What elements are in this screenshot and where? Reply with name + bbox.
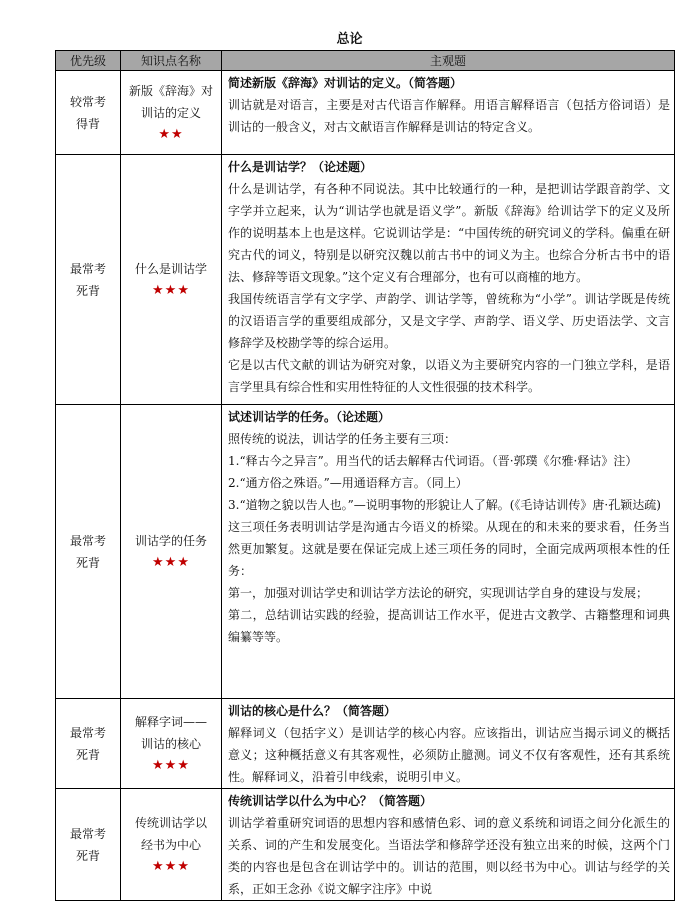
answer-paragraph: 它是以古代文献的训诂为研究对象，以语义为主要研究内容的一门独立学科，是语言学里具有综合性和实用性特征的人文性很强的技术科学。 [228,358,670,394]
priority-line: 最常考 [69,261,106,276]
content-cell [222,405,675,699]
table-header-row [56,51,675,71]
knowledge-cell [121,155,222,405]
knowledge-cell [121,405,222,699]
priority-cell [56,155,121,405]
answer-paragraph: 训诂学着重研究词语的思想内容和感情色彩、词的意义系统和词语之间分化派生的关系、词的产生和发展变化。当语法学和修辞学还没有独立出来的时候，这两个门类的内容也是包含在训诂学中的。训诂的范围，则以经书为中心。训诂与经学的关系，正如王念孙《说文解字注序》中说 [228,816,670,896]
content-cell [222,155,675,405]
star-rating: ★★★ [152,554,190,570]
question-title: 什么是训诂学？（论述题） [228,160,373,174]
answer-paragraph: 第二，总结训诂实践的经验，提高训诂工作水平，促进古文教学、古籍整理和词典编纂等等。 [228,608,670,644]
star-rating: ★★★ [152,858,190,874]
knowledge-line: 训诂学的任务 [134,533,207,548]
answer-paragraph: 照传统的说法，训诂学的任务主要有三项： [228,432,457,446]
priority-line: 最常考 [69,725,106,740]
question-title: 传统训诂学以什么为中心？（简答题） [228,794,433,808]
knowledge-line: 经书为中心 [140,837,201,852]
priority-line: 得背 [75,116,100,131]
knowledge-line: 什么是训诂学 [134,261,207,276]
answer-paragraph: 这三项任务表明训诂学是沟通古今语义的桥梁。从现在的和未来的要求看，任务当然更加繁复。这就是要在保证完成上述三项任务的同时，全面完成两项根本性的任务： [228,520,670,578]
priority-line: 死背 [75,848,100,863]
answer-paragraph: 2.“通方俗之殊语。”—用通语释方言。（同上） [228,476,468,490]
priority-cell [56,699,121,789]
answer-paragraph: 什么是训诂学，有各种不同说法。其中比较通行的一种，是把训诂学跟音韵学、文字学并立起来，认为“训诂学也就是语义学”。新版《辞海》给训诂学下的定义及所作的说明基本上也是这样。它说训诂学是：“中国传统的研究词义的学科。偏重在研究古代的词义，特别是以研究汉魏以前古书中的词义为主。也综合分析古书中的语法、修辞等语文现象。”这个定义有合理部分，也有可以商榷的地方。 [228,182,670,284]
answer-paragraph: 1.“释古今之异言”。用当代的话去解释古代词语。（晋·郭璞《尔雅·释诂》注） [228,454,638,468]
priority-cell [56,405,121,699]
question-title: 简述新版《辞海》对训诂的定义。（简答题） [228,76,463,90]
table-row [56,155,675,405]
priority-line: 死背 [75,283,100,298]
knowledge-line: 新版《辞海》对 [128,83,213,98]
table-row [56,699,675,789]
question-title: 训诂的核心是什么？（简答题） [228,704,397,718]
knowledge-line: 传统训诂学以 [134,815,207,830]
knowledge-line: 训诂的定义 [140,105,201,120]
knowledge-cell [121,699,222,789]
star-rating: ★★ [158,126,184,142]
knowledge-line: 解释字词—— [134,714,207,729]
table-row [56,71,675,155]
knowledge-cell [121,789,222,901]
priority-cell [56,71,121,155]
question-title: 试述训诂学的任务。（论述题） [228,410,391,424]
priority-line: 最常考 [69,826,106,841]
table-row [56,789,675,901]
answer-paragraph: 解释词义（包括字义）是训诂学的核心内容。应该指出，训诂应当揭示词义的概括意义；这种概括意义有其客观性，必须防止臆测。词义不仅有客观性，还有其系统性。解释词义，沿着引申线索，说明引申义。 [228,726,670,784]
priority-line: 最常考 [69,533,106,548]
answer-paragraph: 我国传统语言学有文字学、声韵学、训诂学等，曾统称为“小学”。训诂学既是传统的汉语语言学的重要组成部分，又是文字学、声韵学、语义学、历史语法学、文言修辞学及校勘学等的综合运用。 [228,292,670,350]
priority-line: 较常考 [69,94,106,109]
star-rating: ★★★ [152,282,190,298]
knowledge-cell [121,71,222,155]
header-priority: 优先级 [56,51,121,71]
knowledge-line: 训诂的核心 [140,736,201,751]
content-cell [222,71,675,155]
page-title: 总论 [336,32,363,47]
header-knowledge: 知识点名称 [121,51,222,71]
answer-paragraph: 训诂就是对语言，主要是对古代语言作解释。用语言解释语言（包括方俗词语）是训诂的一般含义，对古文献语言作解释是训诂的特定含义。 [228,98,670,134]
header-subjective: 主观题 [222,51,675,71]
priority-line: 死背 [75,555,100,570]
answer-paragraph: 第一，加强对训诂学史和训诂学方法论的研究，实现训诂学自身的建设与发展； [228,586,649,600]
priority-cell [56,789,121,901]
answer-paragraph: 3.“道物之貌以告人也。”—说明事物的形貌让人了解。(《毛诗诂训传》唐·孔颖达疏) [228,498,661,512]
content-cell [222,699,675,789]
table-row [56,405,675,699]
content-cell [222,789,675,901]
priority-line: 死背 [75,747,100,762]
star-rating: ★★★ [152,757,190,773]
knowledge-table [55,50,675,901]
